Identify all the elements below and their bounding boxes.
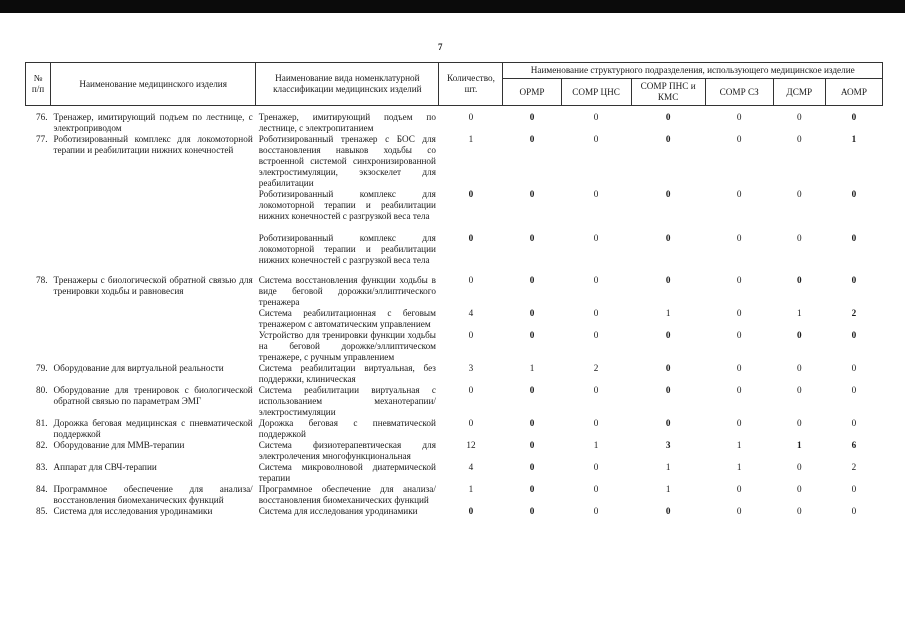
value-somr-pns-kms: 1 [665, 307, 671, 318]
value-somr-sz: 1 [736, 439, 742, 450]
classification: Дорожка беговая с пневматической поддержкой [258, 417, 436, 439]
device-name [51, 189, 256, 233]
classification: Система для исследования уродинамики [258, 505, 418, 516]
value-ormr: 0 [529, 133, 535, 144]
device-name: Оборудование для виртуальной реальности [53, 362, 224, 373]
row-num: 82. [36, 439, 48, 450]
value-somr-pns-kms: 0 [665, 188, 671, 199]
value-dsmr: 0 [796, 483, 802, 494]
quantity: 0 [468, 232, 474, 243]
table-row [26, 506, 883, 517]
value-somr-pns-kms: 1 [665, 483, 671, 494]
value-somr-pns-kms: 0 [665, 133, 671, 144]
value-somr-pns-kms: 0 [665, 274, 671, 285]
device-name [51, 308, 256, 330]
value-somr-pns-kms: 0 [665, 232, 671, 243]
row-num: 85. [36, 505, 48, 516]
value-aomr: 0 [851, 384, 857, 395]
value-dsmr: 0 [796, 362, 802, 373]
header-quantity: Количество, шт. [439, 63, 503, 106]
value-aomr: 0 [851, 505, 857, 516]
row-num: 83. [36, 461, 48, 472]
quantity: 0 [468, 505, 474, 516]
table-row [26, 440, 883, 462]
table-row [26, 462, 883, 484]
scan-top-edge [0, 0, 905, 13]
header-dept-somr-cns: СОМР ЦНС [561, 79, 631, 106]
value-dsmr: 0 [796, 133, 802, 144]
quantity: 0 [468, 274, 474, 285]
classification: Система реабилитационная с беговым тренажером с автоматическим управлением [258, 307, 436, 329]
row-num: 76. [36, 111, 48, 122]
row-num: 81. [36, 417, 48, 428]
quantity: 0 [468, 417, 474, 428]
value-dsmr: 1 [796, 307, 802, 318]
value-ormr: 0 [529, 232, 535, 243]
header-department-group: Наименование структурного подразделения, использующего медицинское изделие [503, 63, 883, 79]
value-somr-sz: 1 [736, 461, 742, 472]
value-aomr: 0 [851, 232, 857, 243]
table-row [26, 385, 883, 418]
value-dsmr: 0 [796, 111, 802, 122]
value-dsmr: 0 [796, 329, 802, 340]
value-ormr: 0 [529, 307, 535, 318]
value-somr-sz: 0 [736, 274, 742, 285]
table-row [26, 418, 883, 440]
row-num: 77. [36, 133, 48, 144]
quantity: 3 [468, 362, 474, 373]
header-num: № п/п [26, 63, 51, 106]
classification: Система микроволновой диатермической терапии [258, 461, 436, 483]
value-ormr: 0 [529, 274, 535, 285]
equipment-table [25, 62, 883, 517]
classification: Программное обеспечение для анализа/восстановления биомеханических функций [258, 483, 436, 505]
value-somr-sz: 0 [736, 417, 742, 428]
value-dsmr: 0 [796, 274, 802, 285]
device-name: Программное обеспечение для анализа/восстановления биомеханических функций [53, 483, 253, 505]
value-somr-pns-kms: 3 [665, 439, 671, 450]
value-somr-sz: 0 [736, 188, 742, 199]
table-row [26, 363, 883, 385]
device-name: Роботизированный комплекс для локомоторной терапии и реабилитации нижних конечностей [53, 133, 253, 155]
quantity: 4 [468, 307, 474, 318]
value-somr-pns-kms: 0 [665, 111, 671, 122]
value-somr-pns-kms: 1 [665, 461, 671, 472]
device-name: Тренажеры с биологической обратной связью для тренировки ходьбы и равновесия [53, 274, 253, 296]
classification: Роботизированный комплекс для локомоторной терапии и реабилитации нижних конечностей с разгрузкой веса тела [258, 232, 436, 265]
value-somr-cns: 0 [593, 384, 599, 395]
quantity: 12 [466, 439, 476, 450]
row-num: 78. [36, 274, 48, 285]
value-somr-cns: 2 [593, 362, 599, 373]
value-somr-sz: 0 [736, 483, 742, 494]
value-aomr: 0 [851, 362, 857, 373]
value-dsmr: 1 [796, 439, 802, 450]
table-row [26, 308, 883, 330]
value-somr-pns-kms: 0 [665, 384, 671, 395]
value-somr-sz: 0 [736, 232, 742, 243]
value-somr-cns: 0 [593, 274, 599, 285]
value-ormr: 0 [529, 505, 535, 516]
value-somr-sz: 0 [736, 133, 742, 144]
value-ormr: 0 [529, 483, 535, 494]
value-ormr: 0 [529, 417, 535, 428]
classification: Система восстановления функции ходьбы в виде беговой дорожки/эллиптического тренажера [258, 274, 436, 307]
table-row [26, 484, 883, 506]
header-dept-somr-pns-kms: СОМР ПНС и КМС [631, 79, 705, 106]
value-aomr: 0 [851, 274, 857, 285]
quantity: 1 [468, 483, 474, 494]
header-device-name: Наименование медицинского изделия [51, 63, 256, 106]
value-ormr: 0 [529, 111, 535, 122]
device-name: Оборудование для ММВ-терапии [53, 439, 185, 450]
value-dsmr: 0 [796, 188, 802, 199]
quantity: 1 [468, 133, 474, 144]
table-row [26, 330, 883, 363]
page-number: 7 [438, 42, 443, 52]
value-ormr: 0 [529, 329, 535, 340]
table-row [26, 189, 883, 233]
classification: Система физиотерапевтическая для электролечения многофункциональная [258, 439, 436, 461]
device-name: Система для исследования уродинамики [53, 505, 213, 516]
value-somr-cns: 0 [593, 461, 599, 472]
value-aomr: 2 [851, 307, 857, 318]
value-dsmr: 0 [796, 384, 802, 395]
quantity: 0 [468, 329, 474, 340]
header-dept-dsmr: ДСМР [773, 79, 825, 106]
value-somr-pns-kms: 0 [665, 505, 671, 516]
value-dsmr: 0 [796, 417, 802, 428]
value-ormr: 0 [529, 188, 535, 199]
device-name: Аппарат для СВЧ-терапии [53, 461, 157, 472]
header-dept-ormr: ОРМР [503, 79, 561, 106]
value-somr-cns: 0 [593, 232, 599, 243]
value-aomr: 0 [851, 417, 857, 428]
value-aomr: 0 [851, 483, 857, 494]
value-somr-cns: 0 [593, 188, 599, 199]
value-somr-cns: 0 [593, 133, 599, 144]
value-aomr: 0 [851, 111, 857, 122]
value-somr-sz: 0 [736, 329, 742, 340]
row-num: 84. [36, 483, 48, 494]
quantity: 4 [468, 461, 474, 472]
quantity: 0 [468, 188, 474, 199]
value-somr-cns: 0 [593, 417, 599, 428]
device-name: Оборудование для тренировок с биологической обратной связью по параметрам ЭМГ [53, 384, 253, 406]
table-row [26, 134, 883, 189]
header-dept-somr-sz: СОМР СЗ [705, 79, 773, 106]
row-num [26, 233, 51, 275]
value-dsmr: 0 [796, 461, 802, 472]
row-num [26, 308, 51, 330]
value-somr-sz: 0 [736, 384, 742, 395]
classification: Система реабилитации виртуальная, без поддержки, клиническая [258, 362, 436, 384]
table-row [26, 275, 883, 308]
value-somr-cns: 0 [593, 329, 599, 340]
header-dept-aomr: АОМР [825, 79, 882, 106]
header-classification: Наименование вида номенклатурной классификации медицинских изделий [256, 63, 439, 106]
value-ormr: 1 [529, 362, 535, 373]
value-somr-pns-kms: 0 [665, 329, 671, 340]
device-name: Дорожка беговая медицинская с пневматической поддержкой [53, 417, 253, 439]
value-aomr: 6 [851, 439, 857, 450]
value-somr-sz: 0 [736, 362, 742, 373]
row-num [26, 189, 51, 233]
value-aomr: 0 [851, 329, 857, 340]
value-ormr: 0 [529, 461, 535, 472]
value-somr-sz: 0 [736, 111, 742, 122]
quantity: 0 [468, 111, 474, 122]
value-somr-sz: 0 [736, 505, 742, 516]
table-row [26, 112, 883, 134]
value-ormr: 0 [529, 384, 535, 395]
device-name: Тренажер, имитирующий подъем по лестнице, с электроприводом [53, 111, 253, 133]
header-row [26, 63, 883, 79]
quantity: 0 [468, 384, 474, 395]
row-num [26, 330, 51, 363]
value-somr-cns: 0 [593, 483, 599, 494]
classification: Система реабилитации виртуальная с использованием механотерапии/ электростимуляции [258, 384, 436, 417]
row-num: 79. [36, 362, 48, 373]
value-aomr: 2 [851, 461, 857, 472]
classification: Роботизированный тренажер с БОС для восстановления навыков ходьбы со встроенной системой синхронизированной электростимуляции, экзоскелет для реабилитации [258, 133, 436, 188]
value-ormr: 0 [529, 439, 535, 450]
device-name [51, 233, 256, 275]
value-somr-cns: 0 [593, 307, 599, 318]
classification: Устройство для тренировки функции ходьбы на беговой дорожке/эллиптическом тренажере, с ручным управлением [258, 329, 436, 362]
value-somr-cns: 1 [593, 439, 599, 450]
value-dsmr: 0 [796, 505, 802, 516]
value-somr-cns: 0 [593, 505, 599, 516]
value-aomr: 0 [851, 188, 857, 199]
table-row [26, 233, 883, 275]
value-dsmr: 0 [796, 232, 802, 243]
classification: Роботизированный комплекс для локомоторной терапии и реабилитации нижних конечностей с разгрузкой веса тела [258, 188, 436, 221]
value-aomr: 1 [851, 133, 857, 144]
device-name [51, 330, 256, 363]
row-num: 80. [36, 384, 48, 395]
classification: Тренажер, имитирующий подъем по лестнице, с электропитанием [258, 111, 436, 133]
value-somr-pns-kms: 0 [665, 417, 671, 428]
value-somr-cns: 0 [593, 111, 599, 122]
value-somr-sz: 0 [736, 307, 742, 318]
value-somr-pns-kms: 0 [665, 362, 671, 373]
